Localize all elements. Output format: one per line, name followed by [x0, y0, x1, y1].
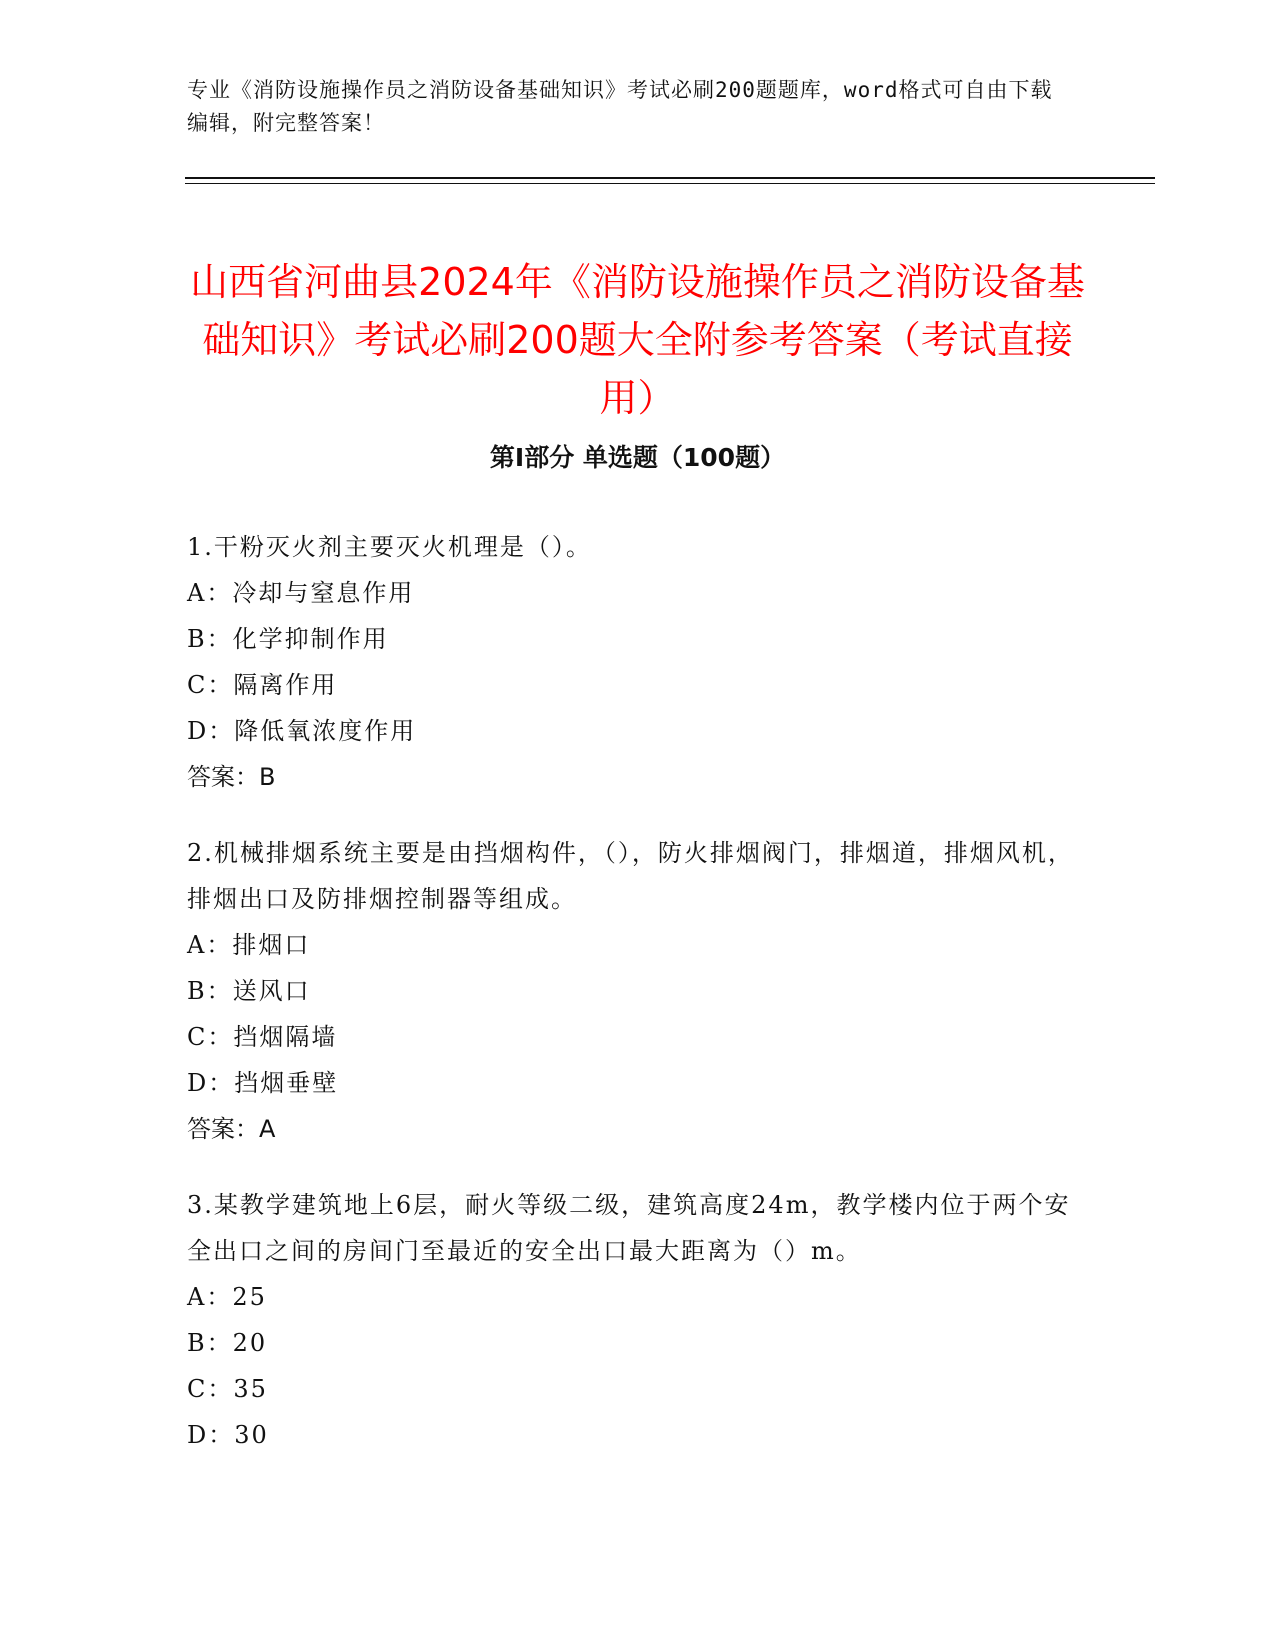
section-heading: 第Ⅰ部分 单选题（100题）: [489, 443, 786, 472]
question-2: [187, 830, 1087, 1152]
answer: 答案：B: [187, 763, 276, 791]
question-stem: 3.某教学建筑地上6层，耐火等级二级，建筑高度24m，教学楼内位于两个安全出口之间的房间门至最近的安全出口最大距离为（）m。: [187, 1191, 1071, 1265]
header-note: 专业《消防设施操作员之消防设备基础知识》考试必刷200题题库，word格式可自由下载编辑，附完整答案！: [187, 78, 1053, 135]
option-c: C：隔离作用: [187, 671, 338, 699]
question-list: [187, 524, 1087, 1488]
option-d: D：挡烟垂壁: [187, 1069, 339, 1097]
header-divider-thin: [185, 183, 1155, 184]
question-stem: 1.干粉灭火剂主要灭火机理是（）。: [187, 533, 592, 561]
option-a: A：25: [187, 1283, 267, 1311]
option-c: C：挡烟隔墙: [187, 1023, 338, 1051]
option-a: A：排烟口: [187, 931, 311, 959]
question-3: [187, 1182, 1087, 1458]
option-b: B：化学抑制作用: [187, 625, 389, 653]
option-d: D：30: [187, 1421, 269, 1449]
question-stem: 2.机械排烟系统主要是由挡烟构件，（），防火排烟阀门，排烟道，排烟风机，排烟出口及防排烟控制器等组成。: [187, 839, 1074, 913]
option-c: C：35: [187, 1375, 268, 1403]
option-d: D：降低氧浓度作用: [187, 717, 417, 745]
answer: 答案：A: [187, 1115, 276, 1143]
option-b: B：20: [187, 1329, 268, 1357]
option-a: A：冷却与窒息作用: [187, 579, 415, 607]
document-title: 山西省河曲县2024年《消防设施操作员之消防设备基础知识》考试必刷200题大全附参考答案（考试直接用）: [190, 260, 1085, 421]
question-1: [187, 524, 1087, 800]
header-divider-thick: [185, 177, 1155, 179]
option-b: B：送风口: [187, 977, 311, 1005]
